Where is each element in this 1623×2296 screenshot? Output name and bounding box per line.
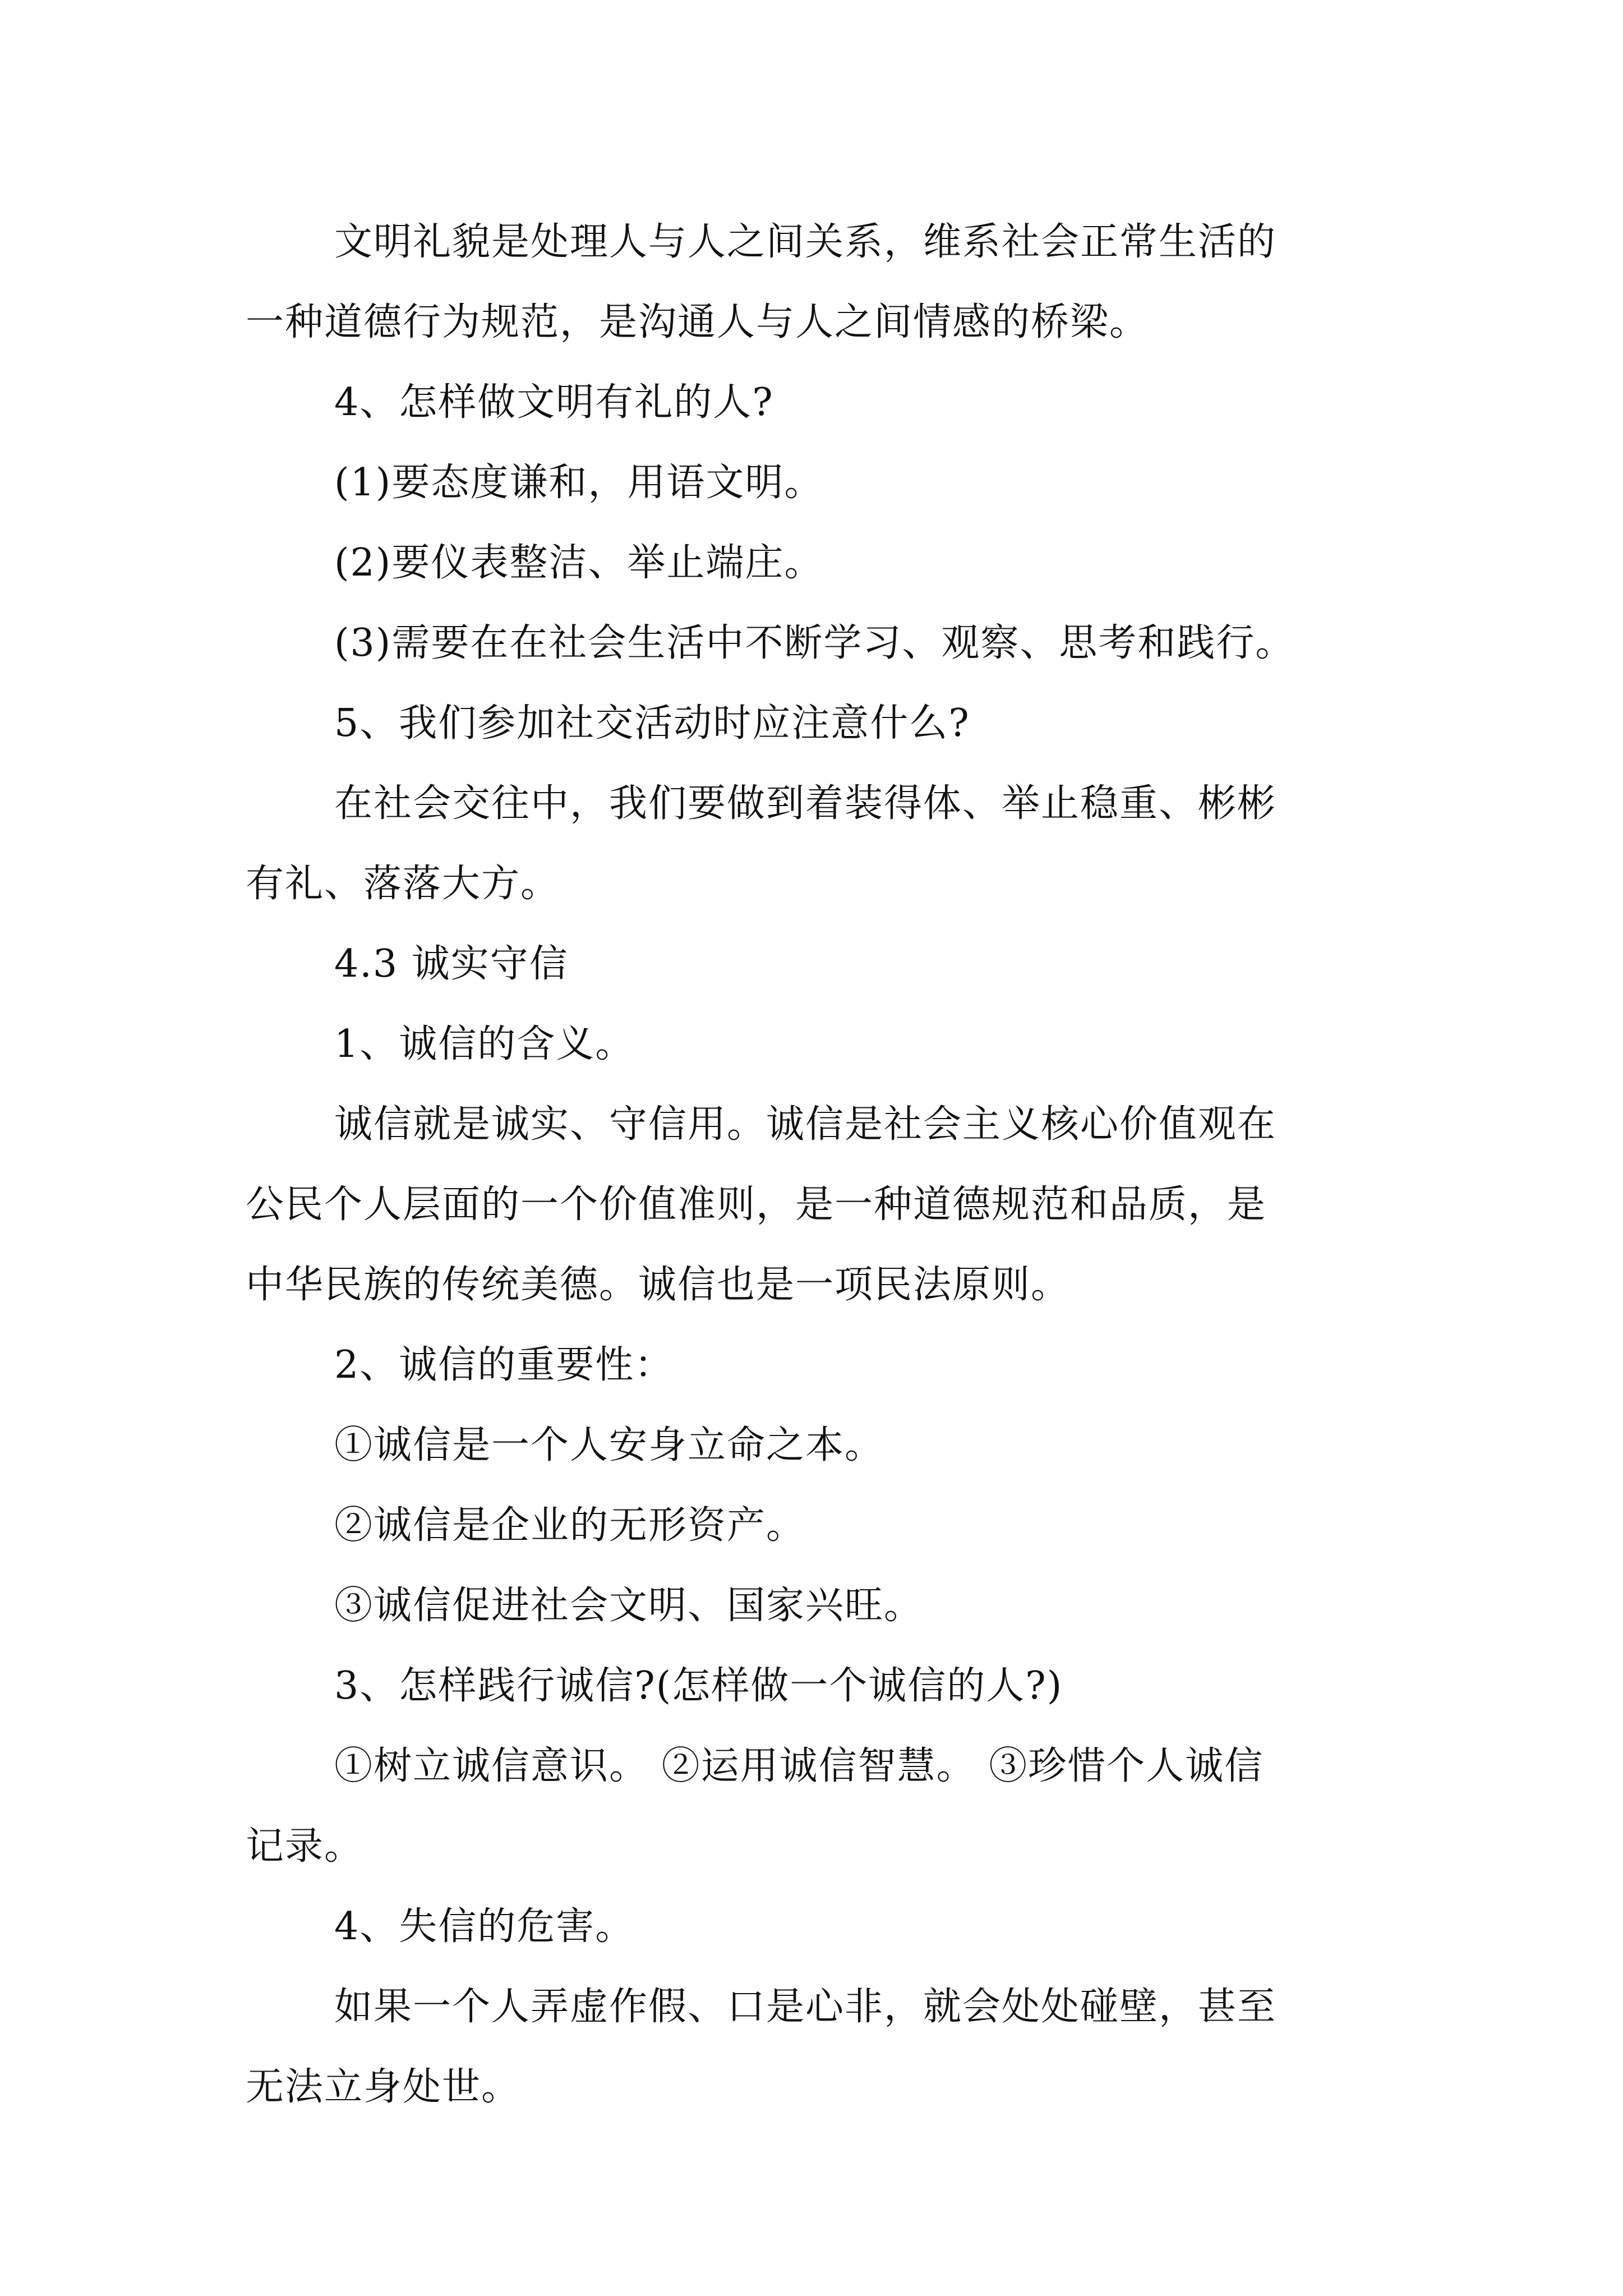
heading-item-2: 2、诚信的重要性： <box>334 1343 674 1387</box>
heading-item-4: 4、失信的危害。 <box>334 1904 635 1949</box>
heading-item-3: 3、怎样践行诚信?(怎样做一个诚信的人?) <box>334 1664 1063 1708</box>
paragraph-line: 无法立身处世。 <box>246 2065 521 2109</box>
paragraph-line: 有礼、落落大方。 <box>246 862 560 906</box>
paragraph-line: 公民个人层面的一个价值准则，是一种道德规范和品质，是 <box>246 1182 1267 1227</box>
heading-item-1: 1、诚信的含义。 <box>334 1022 635 1066</box>
paragraph-line: 中华民族的传统美德。诚信也是一项民法原则。 <box>246 1263 1071 1307</box>
paragraph-line: 记录。 <box>246 1824 364 1869</box>
heading-question-5: 5、我们参加社交活动时应注意什么? <box>334 701 970 746</box>
paragraph-line: 诚信就是诚实、守信用。诚信是社会主义核心价值观在 <box>334 1102 1277 1147</box>
list-item: (3)需要在在社会生活中不断学习、观察、思考和践行。 <box>334 621 1295 665</box>
paragraph-line: 如果一个人弄虚作假、口是心非，就会处处碰壁，甚至 <box>334 1985 1277 2029</box>
list-item: (2)要仪表整洁、举止端庄。 <box>334 541 824 585</box>
paragraph-line: ①树立诚信意识。 ②运用诚信智慧。 ③珍惜个人诚信 <box>334 1744 1264 1788</box>
document-body <box>246 202 1378 2127</box>
heading-question-4: 4、怎样做文明有礼的人? <box>334 380 774 425</box>
paragraph-line: 一种道德行为规范，是沟通人与人之间情感的桥梁。 <box>246 300 1149 344</box>
paragraph-line: 文明礼貌是处理人与人之间关系，维系社会正常生活的 <box>334 220 1277 264</box>
list-item: ③诚信促进社会文明、国家兴旺。 <box>334 1584 924 1628</box>
list-item: ①诚信是一个人安身立命之本。 <box>334 1423 884 1467</box>
list-item: ②诚信是企业的无形资产。 <box>334 1503 806 1548</box>
paragraph-line: 在社会交往中，我们要做到着装得体、举止稳重、彬彬 <box>334 781 1277 826</box>
section-heading: 4.3 诚实守信 <box>334 942 569 986</box>
list-item: (1)要态度谦和，用语文明。 <box>334 461 824 505</box>
